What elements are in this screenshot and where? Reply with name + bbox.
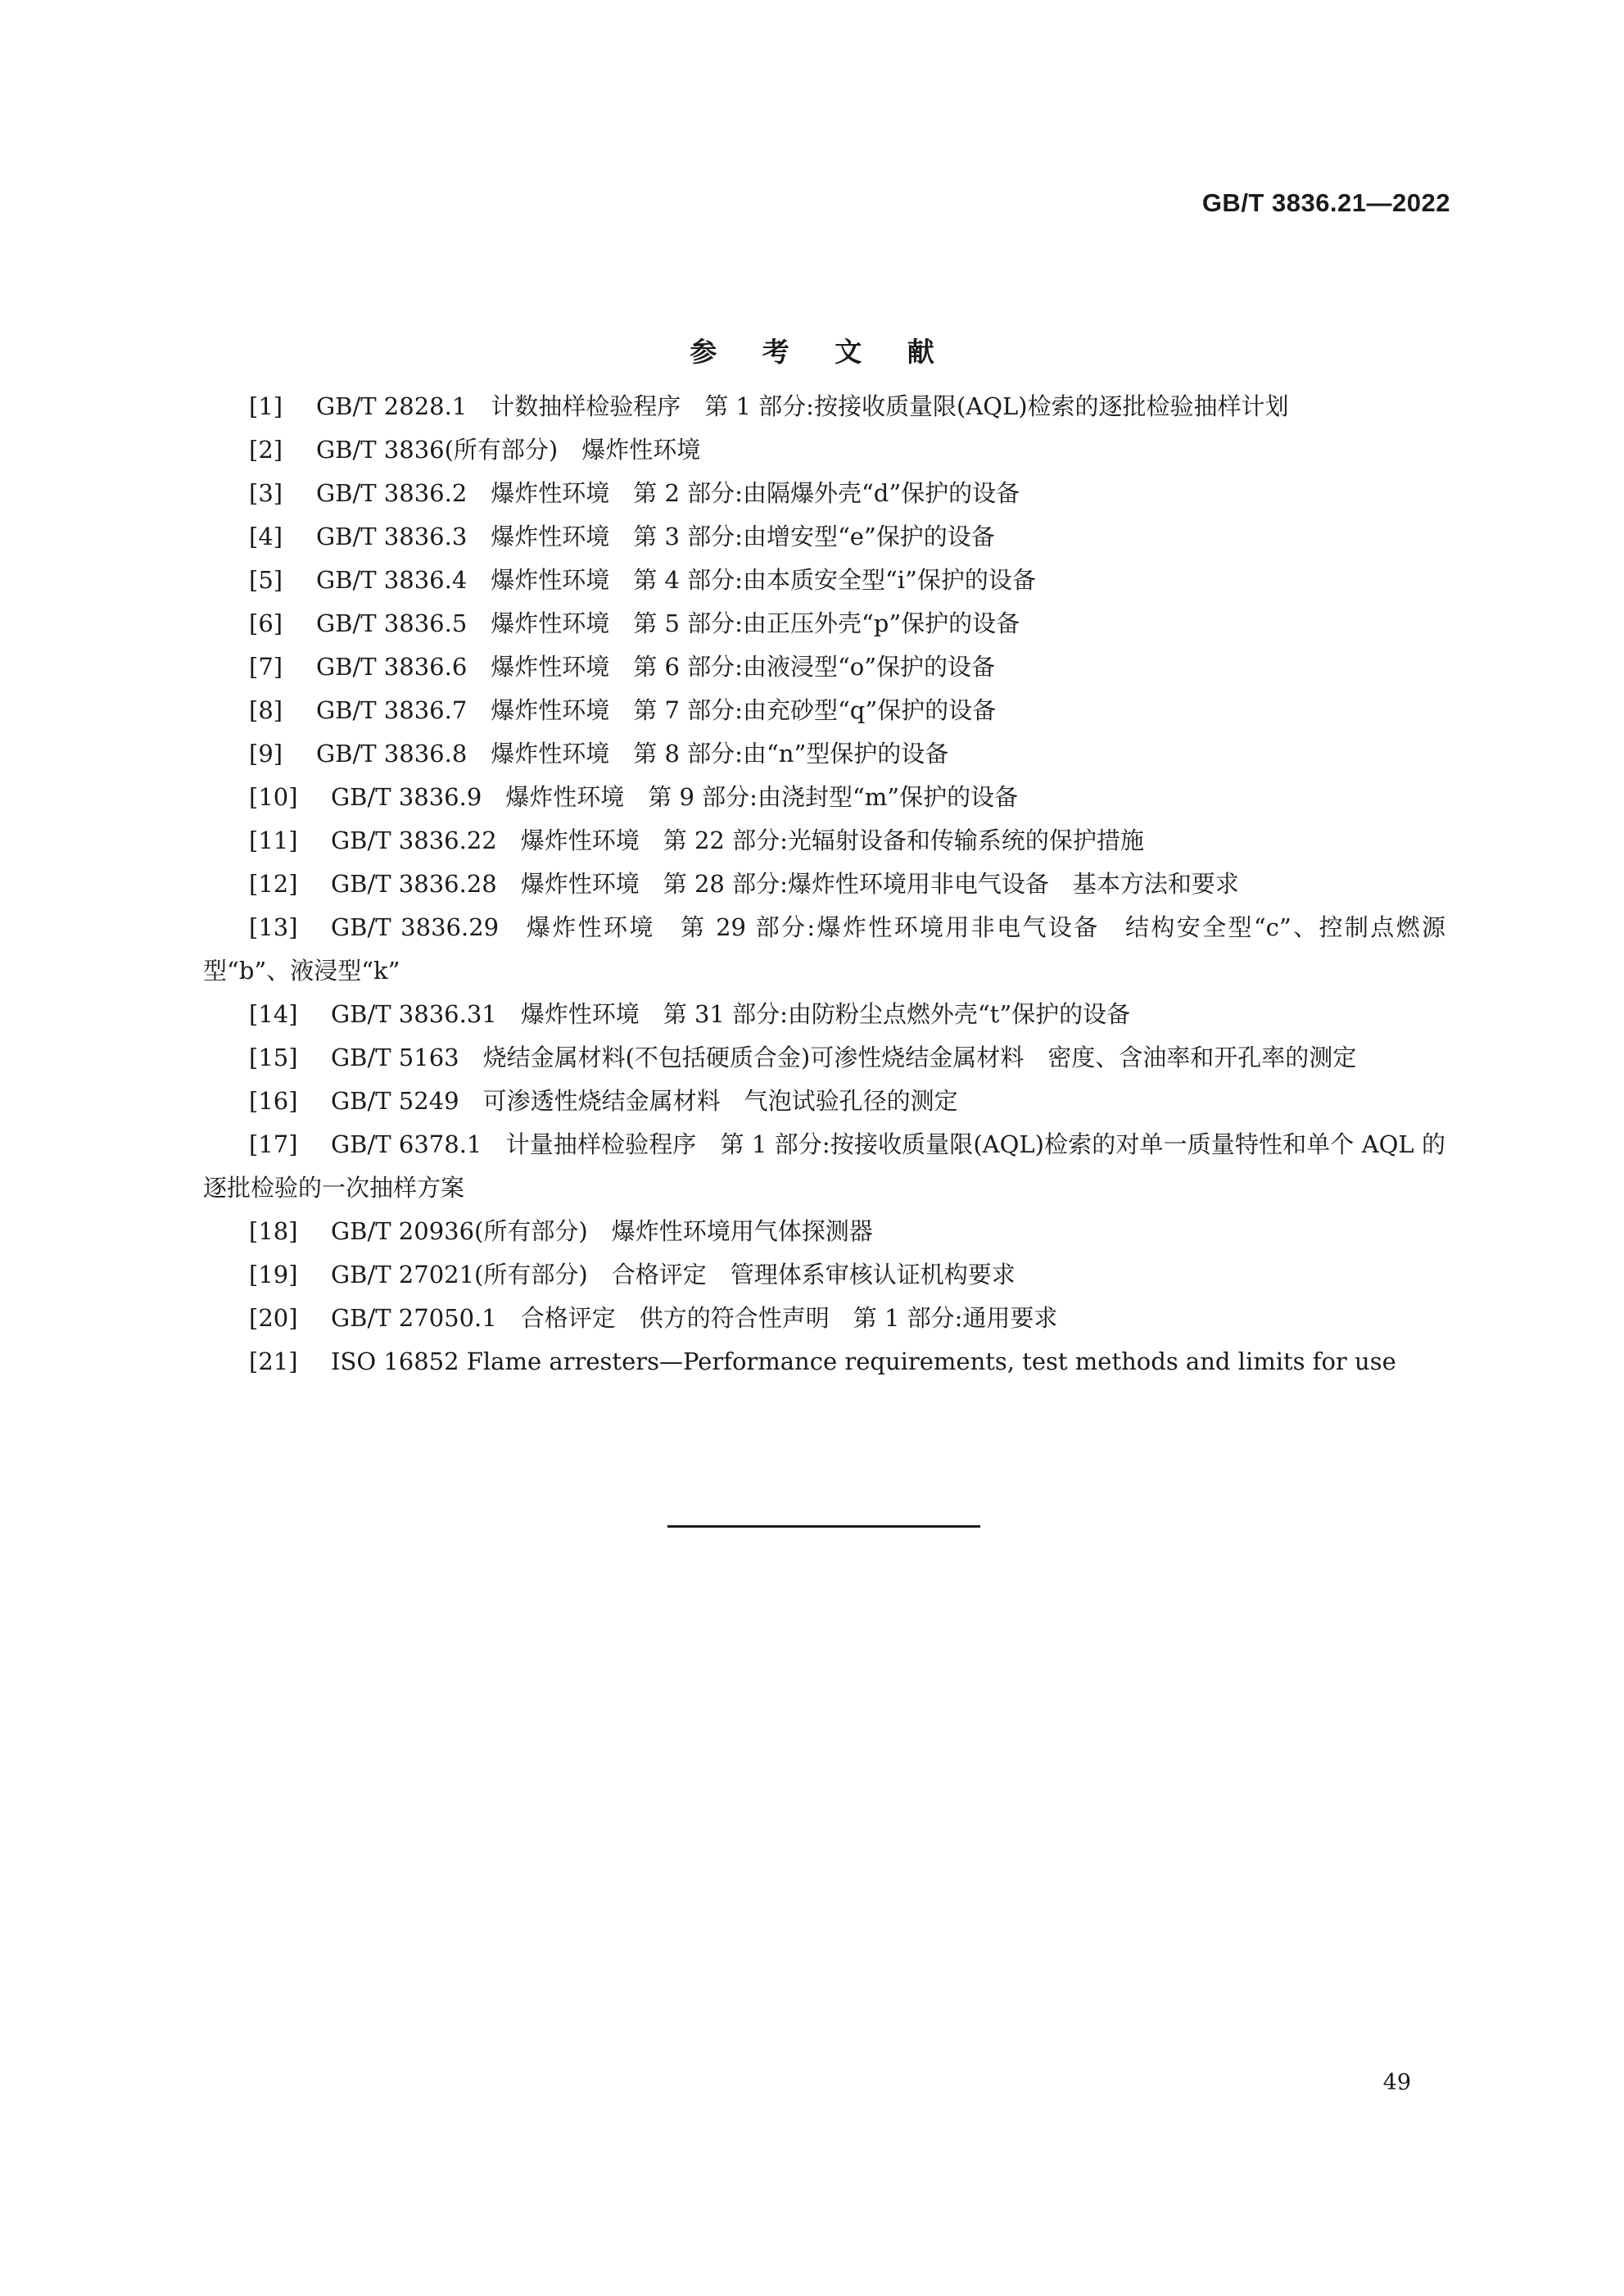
reference-text: GB/T 3836.29 爆炸性环境 第 29 部分:爆炸性环境用非电气设备 结构安全型“c”、控制点燃源型“b”、液浸型“k” bbox=[203, 913, 1445, 985]
reference-text: GB/T 3836.2 爆炸性环境 第 2 部分:由隔爆外壳“d”保护的设备 bbox=[316, 479, 1020, 507]
reference-number: [19] bbox=[249, 1261, 298, 1288]
reference-item bbox=[203, 1036, 1445, 1080]
reference-item bbox=[203, 385, 1445, 428]
reference-number: [16] bbox=[249, 1087, 298, 1115]
reference-number: [18] bbox=[249, 1217, 298, 1245]
reference-text: GB/T 6378.1 计量抽样检验程序 第 1 部分:按接收质量限(AQL)检索的对单一质量特性和单个 AQL 的逐批检验的一次抽样方案 bbox=[203, 1130, 1445, 1202]
reference-number: [13] bbox=[249, 913, 298, 941]
reference-item bbox=[203, 559, 1445, 602]
reference-text: GB/T 3836(所有部分) 爆炸性环境 bbox=[316, 436, 701, 464]
reference-text: GB/T 5163 烧结金属材料(不包括硬质合金)可渗性烧结金属材料 密度、含油率和开孔率的测定 bbox=[331, 1044, 1357, 1071]
reference-number: [9] bbox=[249, 740, 283, 768]
reference-number: [10] bbox=[249, 783, 298, 811]
reference-text: GB/T 3836.31 爆炸性环境 第 31 部分:由防粉尘点燃外壳“t”保护的设备 bbox=[331, 1000, 1131, 1028]
reference-text: GB/T 27021(所有部分) 合格评定 管理体系审核认证机构要求 bbox=[331, 1261, 1016, 1288]
reference-text: GB/T 3836.28 爆炸性环境 第 28 部分:爆炸性环境用非电气设备 基本方法和要求 bbox=[331, 870, 1239, 898]
reference-number: [4] bbox=[249, 523, 283, 550]
reference-item bbox=[203, 1340, 1445, 1383]
reference-item bbox=[203, 428, 1445, 472]
reference-text: GB/T 3836.3 爆炸性环境 第 3 部分:由增安型“e”保护的设备 bbox=[316, 523, 995, 550]
reference-item bbox=[203, 645, 1445, 689]
reference-item bbox=[203, 819, 1445, 863]
reference-number: [17] bbox=[249, 1130, 298, 1158]
reference-item bbox=[203, 732, 1445, 776]
reference-text: GB/T 3836.7 爆炸性环境 第 7 部分:由充砂型“q”保护的设备 bbox=[316, 696, 997, 724]
section-title: 参 考 文 献 bbox=[690, 336, 952, 368]
reference-item bbox=[203, 906, 1445, 993]
reference-item bbox=[203, 689, 1445, 732]
reference-item bbox=[203, 515, 1445, 559]
reference-item bbox=[203, 863, 1445, 906]
reference-text: GB/T 27050.1 合格评定 供方的符合性声明 第 1 部分:通用要求 bbox=[331, 1304, 1058, 1332]
reference-item bbox=[203, 1123, 1445, 1210]
reference-number: [21] bbox=[249, 1347, 298, 1375]
reference-item bbox=[203, 1253, 1445, 1297]
page-number: 49 bbox=[1382, 2070, 1411, 2095]
reference-number: [8] bbox=[249, 696, 283, 724]
reference-list bbox=[203, 385, 1445, 1383]
reference-text: GB/T 3836.5 爆炸性环境 第 5 部分:由正压外壳“p”保护的设备 bbox=[316, 609, 1020, 637]
standard-code: GB/T 3836.21—2022 bbox=[1201, 188, 1450, 217]
reference-number: [1] bbox=[249, 392, 283, 420]
reference-text: GB/T 20936(所有部分) 爆炸性环境用气体探测器 bbox=[331, 1217, 873, 1245]
reference-text: GB/T 3836.9 爆炸性环境 第 9 部分:由浇封型“m”保护的设备 bbox=[331, 783, 1019, 811]
reference-number: [14] bbox=[249, 1000, 298, 1028]
reference-text: GB/T 5249 可渗透性烧结金属材料 气泡试验孔径的测定 bbox=[331, 1087, 958, 1115]
reference-number: [5] bbox=[249, 566, 283, 594]
reference-text: ISO 16852 Flame arresters—Performance requirements, test methods and limits for use bbox=[331, 1347, 1396, 1375]
reference-text: GB/T 2828.1 计数抽样检验程序 第 1 部分:按接收质量限(AQL)检索的逐批检验抽样计划 bbox=[316, 392, 1289, 420]
reference-number: [6] bbox=[249, 609, 283, 637]
reference-number: [2] bbox=[249, 436, 283, 464]
reference-item bbox=[203, 472, 1445, 515]
reference-text: GB/T 3836.4 爆炸性环境 第 4 部分:由本质安全型“i”保护的设备 bbox=[316, 566, 1036, 594]
reference-text: GB/T 3836.8 爆炸性环境 第 8 部分:由“n”型保护的设备 bbox=[316, 740, 949, 768]
reference-text: GB/T 3836.22 爆炸性环境 第 22 部分:光辐射设备和传输系统的保护措施 bbox=[331, 826, 1144, 854]
reference-item bbox=[203, 602, 1445, 645]
reference-item bbox=[203, 1080, 1445, 1123]
reference-item bbox=[203, 776, 1445, 819]
reference-text: GB/T 3836.6 爆炸性环境 第 6 部分:由液浸型“o”保护的设备 bbox=[316, 653, 996, 681]
reference-item bbox=[203, 1210, 1445, 1253]
end-of-document-rule bbox=[667, 1525, 980, 1528]
reference-number: [3] bbox=[249, 479, 283, 507]
reference-number: [11] bbox=[249, 826, 298, 854]
reference-number: [7] bbox=[249, 653, 283, 681]
reference-number: [20] bbox=[249, 1304, 298, 1332]
reference-number: [12] bbox=[249, 870, 298, 898]
reference-number: [15] bbox=[249, 1044, 298, 1071]
reference-item bbox=[203, 993, 1445, 1036]
reference-item bbox=[203, 1297, 1445, 1340]
